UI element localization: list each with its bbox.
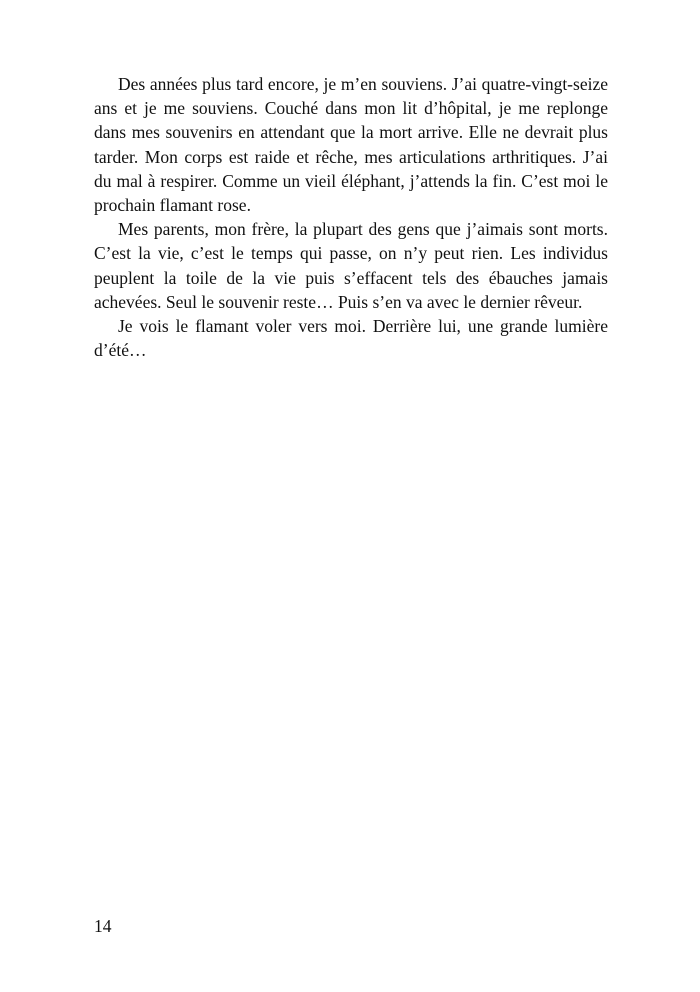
page-number: 14 — [94, 916, 112, 936]
paragraph-2: Mes parents, mon frère, la plupart des gens que j’aimais sont morts. C’est la vie, c’est le temps qui passe, on n’y peut rien. Les individus peuplent la toile de la vie puis s’effacent tels des ébauches jamais achevées. Seul le souvenir reste… Puis s’en va avec le dernier rêveur. — [94, 219, 608, 312]
paragraph-3: Je vois le flamant voler vers moi. Derrière lui, une grande lumière d’été… — [94, 316, 608, 361]
body-text — [94, 72, 608, 362]
paragraph-1: Des années plus tard encore, je m’en souviens. J’ai quatre-vingt-seize ans et je me souviens. Couché dans mon lit d’hôpital, je me replonge dans mes souvenirs en attendant que la mort arrive. Elle ne devrait plus tarder. Mon corps est raide et rêche, mes articulations arthritiques. J’ai du mal à respirer. Comme un vieil éléphant, j’attends la fin. C’est moi le prochain flamant rose. — [94, 74, 608, 216]
